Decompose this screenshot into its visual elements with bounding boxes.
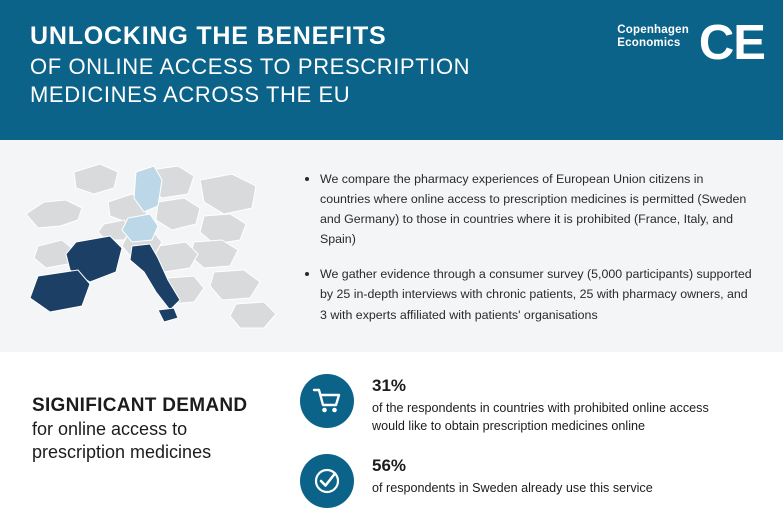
list-item: • We compare the pharmacy experiences of European Union citizens in countries where online access to prescription medicines is permitted (Sweden and Germany) to those in countries where it is prohibited (France, Italy, and Spain) — [320, 168, 757, 249]
stat-text — [372, 374, 709, 436]
europe-map — [0, 140, 290, 352]
map-country-italy-sicily — [158, 308, 178, 322]
check-circle-icon — [300, 454, 354, 508]
stat-row — [300, 374, 773, 436]
title-line-3: MEDICINES ACROSS THE EU — [30, 82, 351, 108]
stat-row — [300, 454, 773, 508]
logo-word-copenhagen: Copenhagen — [617, 24, 689, 36]
title-line-2: OF ONLINE ACCESS TO PRESCRIPTION — [30, 53, 471, 79]
demand-heading — [0, 374, 300, 532]
title-line-1: UNLOCKING THE BENEFITS — [30, 22, 387, 50]
demand-heading-line3: prescription medicines — [32, 442, 212, 463]
stat-description-line2: would like to obtain prescription medicines online — [372, 418, 646, 433]
logo — [617, 16, 765, 70]
demand-heading-line2: for online access to — [32, 418, 188, 439]
list-item: • We gather evidence through a consumer survey (5,000 participants) supported by 25 in-depth interviews with chronic patients, 25 with pharmacy owners, and 3 with experts affiliated with patients' organisations — [320, 263, 757, 324]
logo-word-economics: Economics — [617, 37, 681, 50]
map-country-spain — [30, 270, 90, 312]
footer-divider — [0, 522, 783, 532]
demand-heading-strong: SIGNIFICANT DEMAND — [32, 395, 248, 416]
stat-percent: 56% — [372, 455, 407, 475]
demand-section — [0, 352, 783, 532]
stat-text — [372, 454, 653, 498]
stat-percent: 31% — [372, 376, 407, 395]
stat-list — [300, 374, 783, 532]
header-banner — [0, 0, 783, 140]
overview-section — [0, 140, 783, 352]
europe-map-svg — [8, 150, 288, 340]
overview-bullets — [290, 140, 783, 352]
logo-wordmark — [617, 20, 689, 50]
logo-ce-mark: CE — [698, 16, 765, 70]
shopping-cart-icon — [300, 374, 354, 428]
stat-description-line1: of respondents in Sweden already use this service — [372, 480, 653, 495]
stat-description-line1: of the respondents in countries with prohibited online access — [372, 401, 709, 415]
